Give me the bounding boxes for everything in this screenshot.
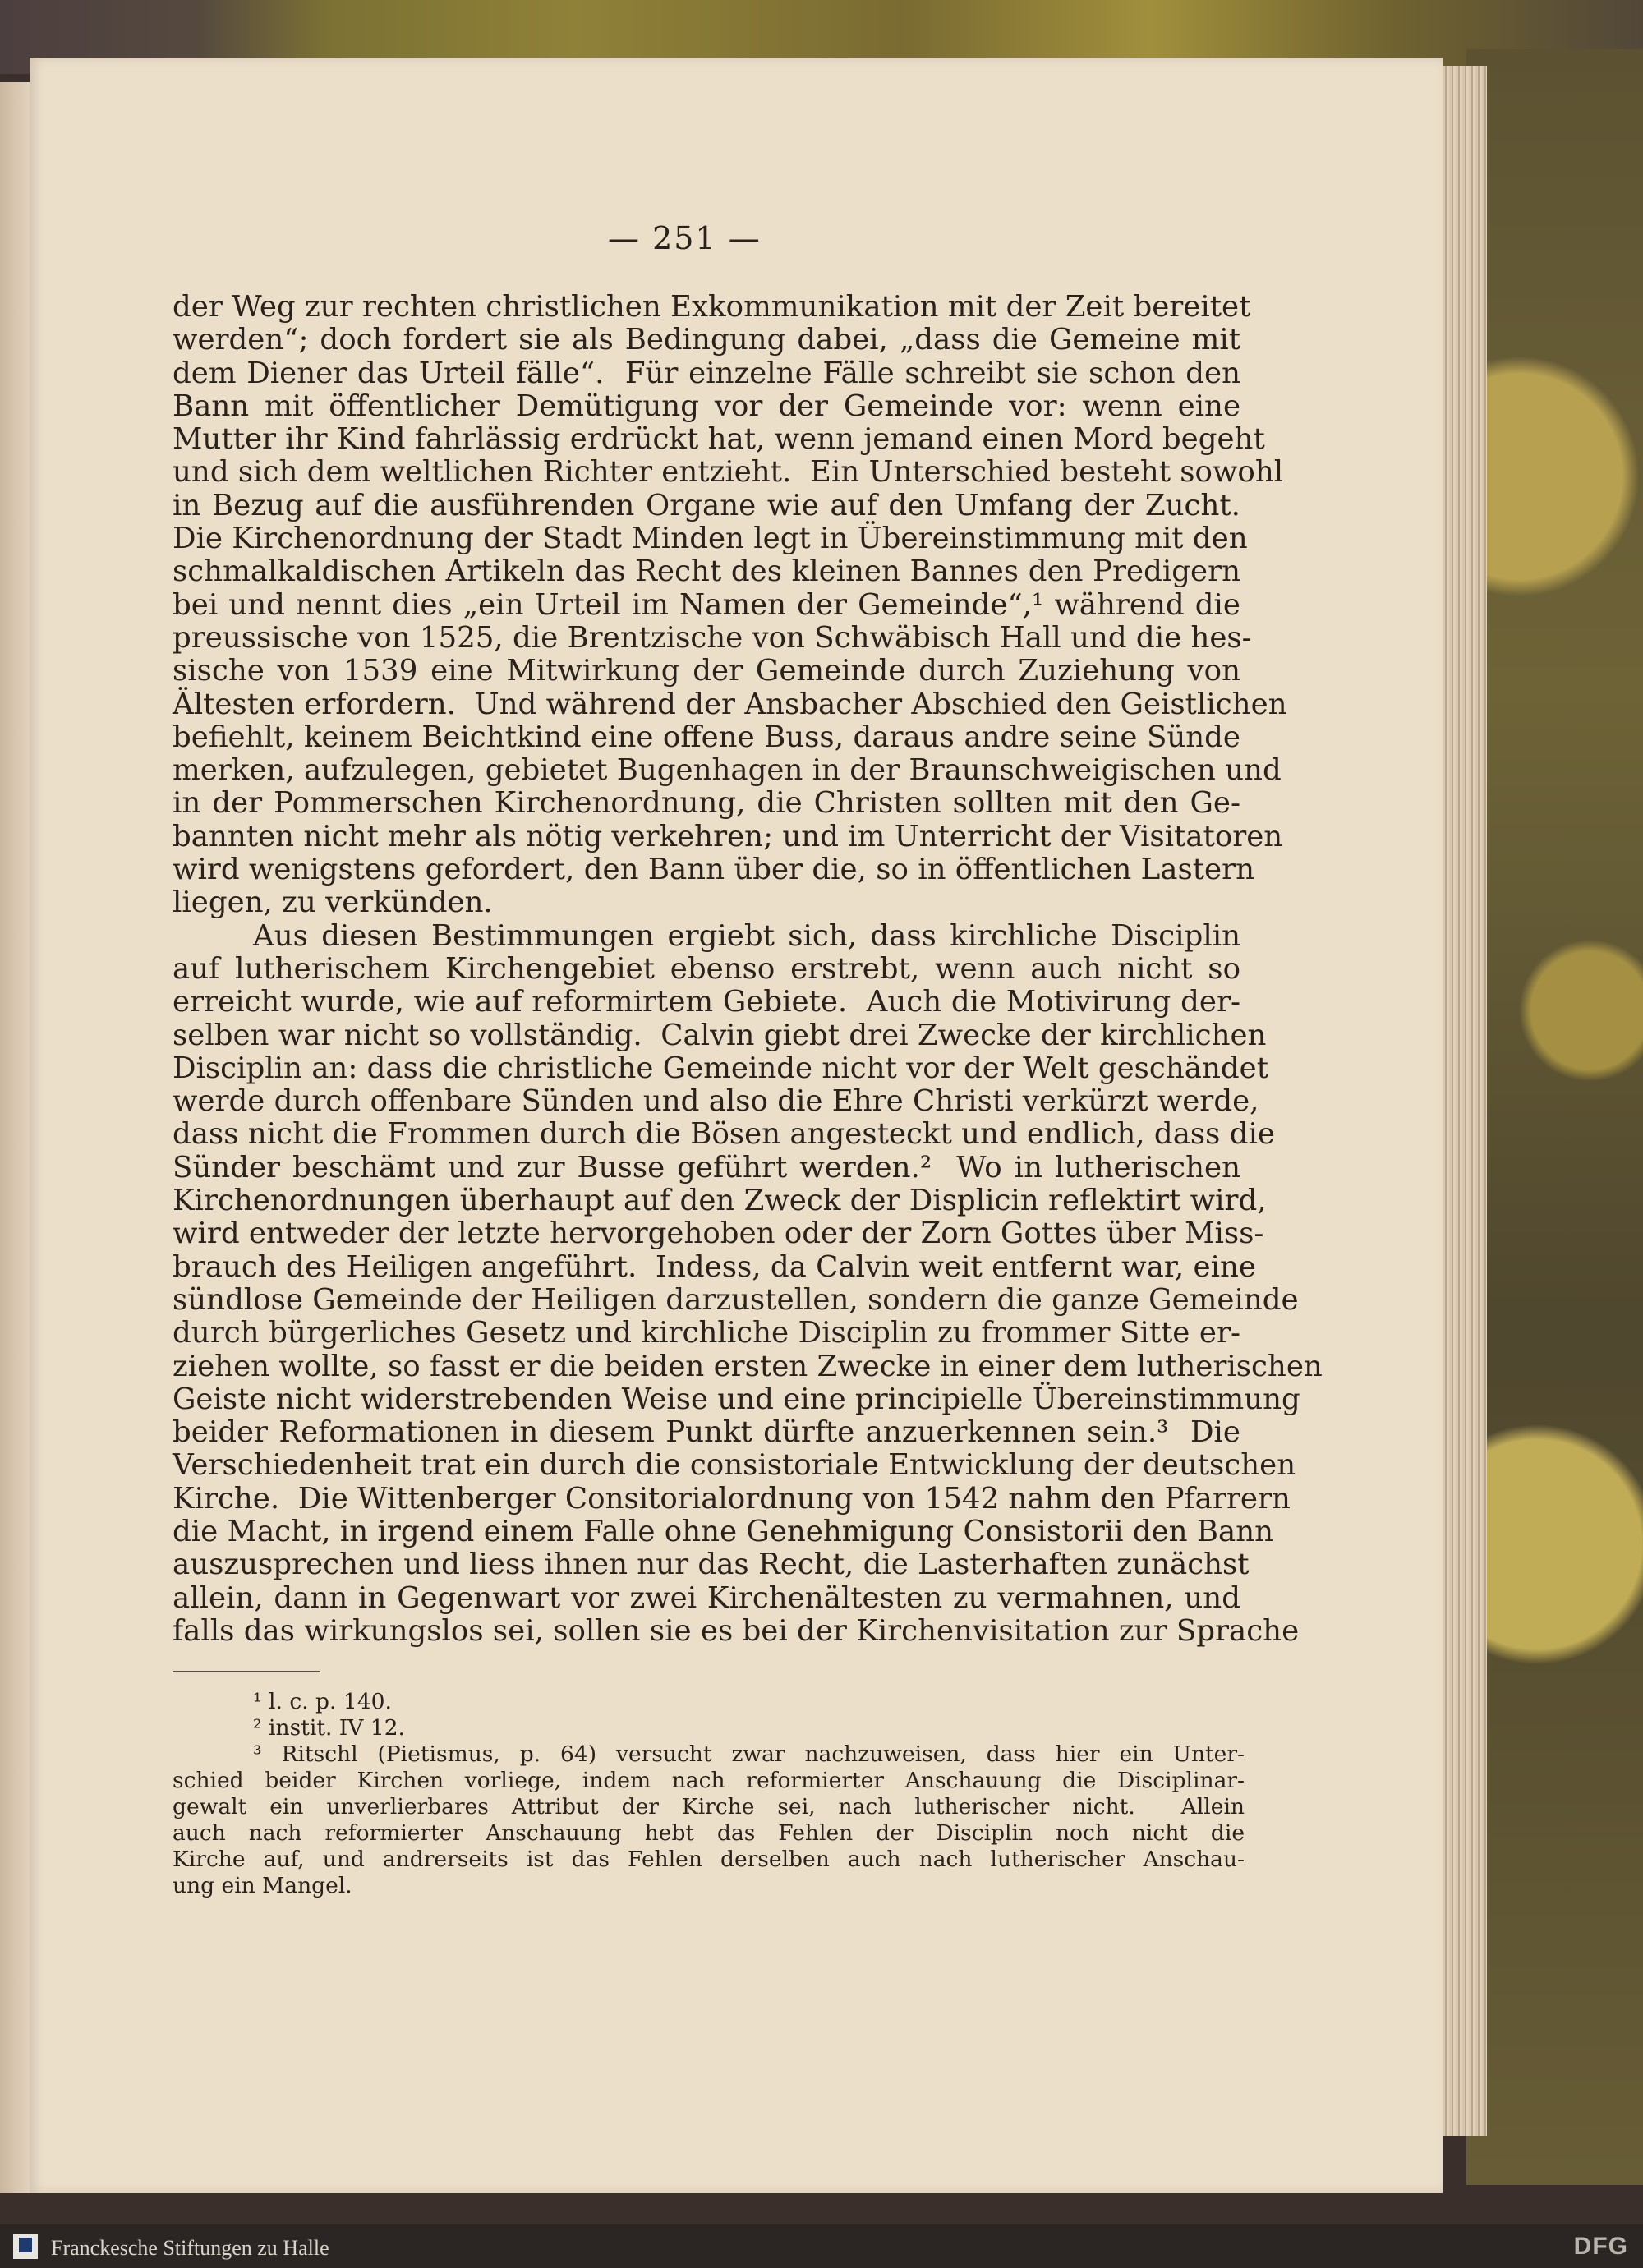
body-line: falls das wirkungslos sei, sollen sie es bei der Kirchenvisitation zur Sprache <box>173 1613 1300 1648</box>
francke-foundations-logo-icon <box>13 2234 38 2259</box>
body-line: selben war nicht so vollständig. Calvin giebt drei Zwecke der kirchlichen <box>173 1018 1267 1052</box>
body-line: Verschiedenheit trat ein durch die consistoriale Entwicklung der deutschen <box>173 1448 1296 1483</box>
footnotes <box>173 1689 1245 1899</box>
body-line: auf lutherischem Kirchengebiet ebenso erstrebt, wenn auch nicht so <box>173 951 1240 986</box>
footnote-line: auch nach reformierter Anschauung hebt das Fehlen der Disciplin noch nicht die <box>173 1820 1245 1846</box>
body-line: sündlose Gemeinde der Heiligen darzustellen, sondern die ganze Gemeinde <box>173 1282 1299 1317</box>
body-line: brauch des Heiligen angeführt. Indess, da Calvin weit entfernt war, eine <box>173 1249 1256 1284</box>
body-line: erreicht wurde, wie auf reformirtem Gebiete. Auch die Motivirung der- <box>173 985 1240 1019</box>
footnote-line: ² instit. IV 12. <box>253 1715 405 1741</box>
body-line: in Bezug auf die ausführenden Organe wie auf den Umfang der Zucht. <box>173 488 1240 522</box>
body-line: dass nicht die Frommen durch die Bösen angesteckt und endlich, dass die <box>173 1117 1275 1152</box>
body-line: Disciplin an: dass die christliche Gemeinde nicht vor der Welt geschändet <box>173 1051 1269 1085</box>
body-line: und sich dem weltlichen Richter entzieht. Ein Unterschied besteht sowohl <box>173 455 1284 490</box>
body-line: befiehlt, keinem Beichtkind eine offene Buss, daraus andre seine Sünde <box>173 720 1240 754</box>
body-line: bannten nicht mehr als nötig verkehren; und im Unterricht der Visitatoren <box>173 819 1283 853</box>
book-cover-right-edge <box>1466 49 1643 2185</box>
page-number-header: — 251 — <box>608 220 762 256</box>
footnote-line: schied beider Kirchen vorliege, indem nach reformierter Anschauung die Disciplinar- <box>173 1768 1245 1793</box>
body-line: Geiste nicht widerstrebenden Weise und eine principielle Übereinstimmung <box>173 1382 1300 1416</box>
body-line: Kirchenordnungen überhaupt auf den Zweck der Displicin reflektirt wird, <box>173 1184 1267 1218</box>
body-line: der Weg zur rechten christlichen Exkommunikation mit der Zeit bereitet <box>173 290 1251 324</box>
body-line: sische von 1539 eine Mitwirkung der Gemeinde durch Zuziehung von <box>173 654 1240 688</box>
body-line: wird entweder der letzte hervorgehoben oder der Zorn Gottes über Miss- <box>173 1217 1264 1251</box>
body-line: ziehen wollte, so fasst er die beiden ersten Zwecke in einer dem lutherischen <box>173 1349 1323 1383</box>
body-line: Ältesten erfordern. Und während der Ansbacher Abschied den Geistlichen <box>173 687 1287 721</box>
body-line: allein, dann in Gegenwart vor zwei Kirchenältesten zu vermahnen, und <box>173 1580 1240 1615</box>
left-page-edge <box>0 82 31 2193</box>
body-line: werden“; doch fordert sie als Bedingung dabei, „dass die Gemeine mit <box>173 323 1240 357</box>
footnote-separator <box>173 1671 320 1672</box>
body-line: Aus diesen Bestimmungen ergiebt sich, dass kirchliche Disciplin <box>253 918 1240 953</box>
body-line: dem Diener das Urteil fälle“. Für einzelne Fälle schreibt sie schon den <box>173 356 1240 390</box>
footnote-line: gewalt ein unverlierbares Attribut der Kirche sei, nach lutherischer nicht. Allein <box>173 1794 1245 1819</box>
body-text <box>173 290 1323 1648</box>
body-line: durch bürgerliches Gesetz und kirchliche Disciplin zu frommer Sitte er- <box>173 1316 1240 1350</box>
body-line: beider Reformationen in diesem Punkt dürfte anzuerkennen sein.³ Die <box>173 1415 1240 1450</box>
body-line: Sünder beschämt und zur Busse geführt werden.² Wo in lutherischen <box>173 1150 1240 1185</box>
body-line: in der Pommerschen Kirchenordnung, die Christen sollten mit den Ge- <box>173 786 1240 821</box>
logo-mark <box>19 2238 32 2252</box>
body-line: Bann mit öffentlicher Demütigung vor der Gemeinde vor: wenn eine <box>173 389 1240 423</box>
footnote-line: Kirche auf, und andrerseits ist das Fehlen derselben auch nach lutherischer Anschau- <box>173 1847 1245 1872</box>
body-line: die Macht, in irgend einem Falle ohne Genehmigung Consistorii den Bann <box>173 1514 1274 1548</box>
body-line: preussische von 1525, die Brentzische von Schwäbisch Hall und die hes- <box>173 620 1252 655</box>
body-line: liegen, zu verkünden. <box>173 886 493 920</box>
body-line: Die Kirchenordnung der Stadt Minden legt in Übereinstimmung mit den <box>173 522 1248 556</box>
body-line: merken, aufzulegen, gebietet Bugenhagen in der Braunschweigischen und <box>173 753 1282 788</box>
body-line: auszusprechen und liess ihnen nur das Recht, die Lasterhaften zunächst <box>173 1548 1250 1582</box>
dfg-logo-text: DFG <box>1573 2233 1628 2260</box>
footer-institution-name: Franckesche Stiftungen zu Halle <box>51 2236 329 2260</box>
body-line: bei und nennt dies „ein Urteil im Namen der Gemeinde“,¹ während die <box>173 587 1240 622</box>
footnote-line: ung ein Mangel. <box>173 1873 352 1898</box>
footnote-line: ¹ l. c. p. 140. <box>253 1689 392 1714</box>
footnote-line: ³ Ritschl (Pietismus, p. 64) versucht zwar nachzuweisen, dass hier ein Unter- <box>253 1741 1245 1767</box>
body-line: wird wenigstens gefordert, den Bann über die, so in öffentlichen Lastern <box>173 853 1254 887</box>
body-line: Mutter ihr Kind fahrlässig erdrückt hat, wenn jemand einen Mord begeht <box>173 422 1265 457</box>
body-line: Kirche. Die Wittenberger Consitorialordnung von 1542 nahm den Pfarrern <box>173 1481 1291 1516</box>
body-line: schmalkaldischen Artikeln das Recht des kleinen Bannes den Predigern <box>173 554 1240 589</box>
body-line: werde durch offenbare Sünden und also die Ehre Christi verkürzt werde, <box>173 1084 1259 1119</box>
